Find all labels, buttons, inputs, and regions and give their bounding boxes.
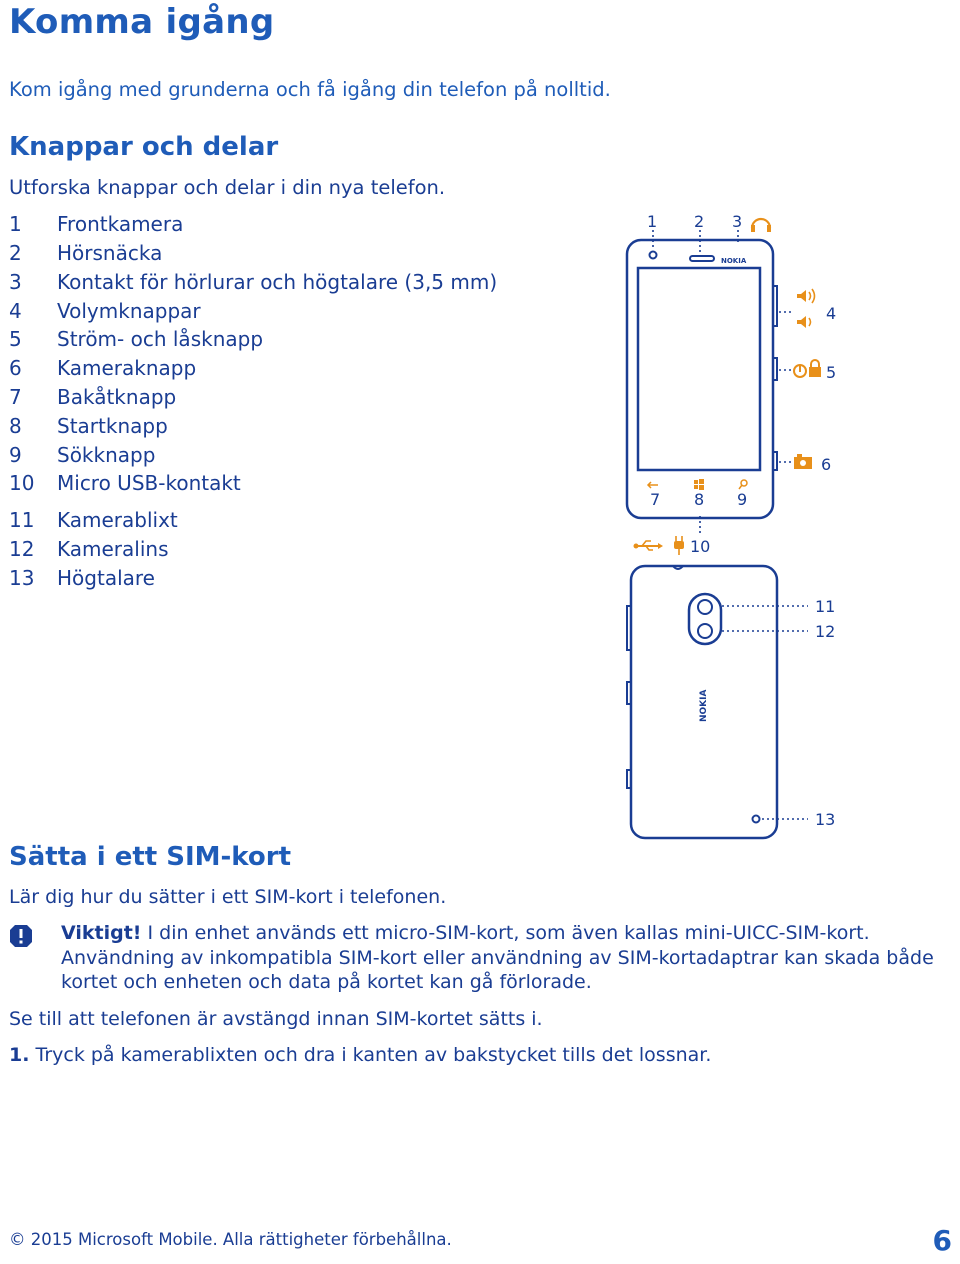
- callout-12: 12: [815, 622, 836, 641]
- list-item-number: 12: [9, 537, 35, 561]
- important-line-3: kortet och enheten och data på kortet kan gå förlorade.: [61, 971, 592, 993]
- section-heading-sim: Sätta i ett SIM-kort: [9, 842, 292, 872]
- camera-module: [689, 594, 721, 644]
- list-item-label: Startknapp: [57, 414, 168, 438]
- section-heading-parts: Knappar och delar: [9, 132, 279, 162]
- list-item-number: 10: [9, 471, 35, 495]
- callout-5: 5: [826, 363, 837, 382]
- list-item-label: Kameraknapp: [57, 356, 197, 380]
- step-1: [9, 1044, 711, 1066]
- list-item-label: Kontakt för hörlurar och högtalare (3,5 mm): [57, 270, 498, 294]
- power-icon: [794, 365, 806, 377]
- important-line-2: Användning av inkompatibla SIM-kort eller användning av SIM-kortadaptrar kan skada både: [61, 947, 934, 969]
- callout-3: 3: [732, 212, 743, 231]
- callout-9: 9: [737, 490, 748, 509]
- callout-4: 4: [826, 304, 837, 323]
- front-phone-body: [627, 240, 773, 518]
- important-line-1: [61, 922, 870, 944]
- footer-copyright: © 2015 Microsoft Mobile. Alla rättigheter förbehållna.: [9, 1230, 452, 1249]
- list-item-number: 8: [9, 414, 22, 438]
- back-power-key: [627, 682, 631, 704]
- callout-10: 10: [690, 537, 711, 556]
- list-item-label: Ström- och låsknapp: [57, 327, 264, 351]
- earpiece-icon: [690, 256, 714, 261]
- front-brand-text: NOKIA: [721, 257, 747, 265]
- list-item-number: 11: [9, 508, 35, 532]
- list-item-label: Micro USB-kontakt: [57, 471, 241, 495]
- step-text: Tryck på kamerablixten och dra i kanten av bakstycket tills det lossnar.: [35, 1044, 712, 1066]
- search-icon: [739, 480, 747, 489]
- list-item-label: Högtalare: [57, 566, 155, 590]
- windows-icon: [694, 479, 704, 490]
- list-item-number: 9: [9, 443, 22, 467]
- callout-7: 7: [650, 490, 661, 509]
- lock-icon: [809, 360, 821, 377]
- list-item-label: Hörsnäcka: [57, 241, 163, 265]
- list-item-number: 5: [9, 327, 22, 351]
- camera-lens-icon: [698, 624, 712, 638]
- loudspeaker-icon: [753, 816, 760, 823]
- warning-icon: [9, 924, 33, 948]
- page-number: 6: [932, 1224, 952, 1257]
- step-number: 1.: [9, 1044, 30, 1066]
- back-icon: [648, 482, 658, 488]
- list-item-label: Volymknappar: [57, 299, 201, 323]
- sim-note: Se till att telefonen är avstängd innan SIM-kortet sätts i.: [9, 1008, 543, 1030]
- usb-icon: [634, 541, 664, 550]
- volume-down-icon: [797, 316, 811, 328]
- list-item-number: 6: [9, 356, 22, 380]
- callout-8: 8: [694, 490, 705, 509]
- list-item-label: Kamerablixt: [57, 508, 178, 532]
- volume-up-icon: [797, 289, 815, 303]
- camera-icon: [794, 454, 812, 469]
- callout-6: 6: [821, 455, 832, 474]
- callout-2: 2: [694, 212, 705, 231]
- front-camera-icon: [650, 252, 657, 259]
- charger-plug-icon: [674, 536, 684, 555]
- important-label: Viktigt!: [61, 922, 142, 944]
- list-item-number: 1: [9, 212, 22, 236]
- camera-key: [773, 452, 777, 470]
- important-text-1: I din enhet används ett micro-SIM-kort, som även kallas mini-UICC-SIM-kort.: [147, 922, 870, 944]
- callout-1: 1: [647, 212, 658, 231]
- list-item-number: 13: [9, 566, 35, 590]
- power-key: [773, 358, 777, 380]
- back-brand-text: NOKIA: [699, 689, 709, 722]
- list-item-number: 2: [9, 241, 22, 265]
- front-screen: [638, 268, 760, 470]
- section-subtitle-parts: Utforska knappar och delar i din nya telefon.: [9, 176, 446, 199]
- page-title: Komma igång: [9, 2, 275, 42]
- list-item-number: 4: [9, 299, 22, 323]
- intro-text: Kom igång med grunderna och få igång din telefon på nolltid.: [9, 78, 611, 101]
- callout-13: 13: [815, 810, 836, 829]
- list-item-label: Bakåtknapp: [57, 385, 177, 409]
- list-item-label: Frontkamera: [57, 212, 184, 236]
- back-camera-key: [627, 770, 631, 788]
- sim-lead-text: Lär dig hur du sätter i ett SIM-kort i telefonen.: [9, 886, 447, 908]
- volume-keys: [773, 286, 777, 326]
- list-item-label: Kameralins: [57, 537, 169, 561]
- list-item-number: 7: [9, 385, 22, 409]
- callout-11: 11: [815, 597, 836, 616]
- back-volume-keys: [627, 606, 631, 650]
- list-item-number: 3: [9, 270, 22, 294]
- camera-flash-icon: [698, 600, 712, 614]
- list-item-label: Sökknapp: [57, 443, 156, 467]
